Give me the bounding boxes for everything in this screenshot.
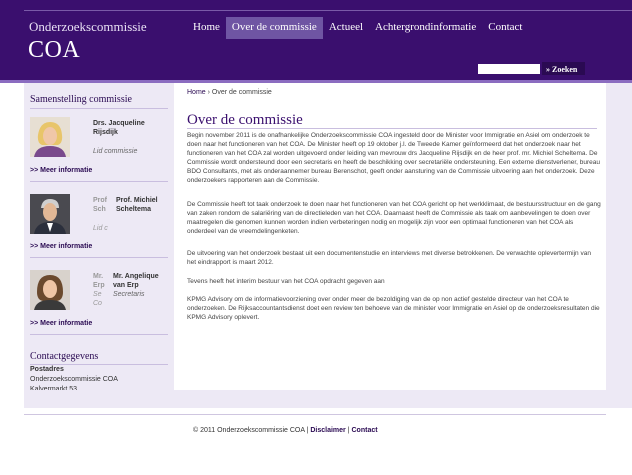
member-role: Secretaris — [113, 291, 145, 298]
search-input[interactable] — [478, 64, 540, 74]
member-name-line2[interactable]: Rijsdijk — [93, 129, 118, 136]
member-photo-rijsdijk — [30, 117, 70, 157]
breadcrumb-home[interactable]: Home — [187, 89, 206, 96]
search-button[interactable]: » Zoeken — [542, 62, 585, 75]
footer-separator: | — [304, 427, 311, 434]
member-name-line1[interactable]: Drs. Jacqueline — [93, 120, 145, 127]
title-rule — [187, 128, 597, 129]
member-name-line2[interactable]: van Erp — [113, 282, 139, 289]
member-ghost-line2: Erp — [93, 282, 105, 289]
sidebar-heading: Samenstelling commissie — [30, 94, 132, 105]
breadcrumb — [187, 89, 272, 96]
member-ghost-role: Se — [93, 291, 102, 298]
paragraph-kpmg: KPMG Advisory om de informatievoorziening over onder meer de bezoldiging van de op non actief gestelde directeur van het COA te onderzoeken. De Rijksaccountantsdienst doet een review ten behoeve van de minister voor Immigratie en Asiel op de onderzoeksresultaten die KPMG Advisory oplevert. — [187, 296, 600, 321]
member-ghost-role: Co — [93, 300, 102, 307]
paragraph-uitvoering: De uitvoering van het onderzoek bestaat uit een documentenstudie en interviews met diverse betrokkenen. De verwachte oplevertermijn van het eindrapport is maart 2012. — [187, 250, 591, 266]
member-ghost-line1: Mr. — [93, 273, 104, 280]
contact-organisation: Onderzoekscommissie COA — [30, 376, 118, 383]
member-role: Lid commissie — [93, 148, 138, 155]
contact-postadres-label: Postadres — [30, 366, 64, 373]
member-photo-van-erp — [30, 270, 70, 310]
paragraph-taak: De Commissie heeft tot taak onderzoek te doen naar het functioneren van het COA gericht op het werkklimaat, de bestuursstructuur en de gang van zaken rondom de salariëring van de directieleden van het COA. Daarnaast heeft de Commissie als taak om aanbevelingen te doen over maatregelen die genomen kunnen worden indien verbeteringen nodig en mogelijk zijn voor een optimaal functioneren van het COA als onderdeel van de vreemdelingenketen. — [187, 201, 601, 235]
member-name-line1[interactable]: Prof. Michiel — [116, 197, 158, 204]
sidebar — [24, 83, 174, 408]
more-info-link[interactable]: >> Meer informatie — [30, 320, 93, 327]
sidebar-divider — [30, 257, 168, 258]
footer-copyright: © 2011 Onderzoekscommissie COA — [193, 427, 305, 434]
paragraph-intro: Begin november 2011 is de onafhankelijke Onderzoekscommissie COA ingesteld door de Minister voor Immigratie en Asiel om onderzoek te doen naar het functioneren van het COA. De Minister heeft op 19 oktober j.l. de Tweede Kamer geïnformeerd dat het onderzoek naar het functioneren van het COA zal worden uitgevoerd onder leiding van mevrouw drs Jacqueline Rijsdijk en de heer prof. mr. Michiel Scheltema. De Commissie wordt ondersteund door een secretaris en heeft de beschikking over secretariële ondersteuning. Een externe dienstverlener, bureau BDO Consultants, met als onderaannemer bureau Berenschot, geeft onder aansturing van de Commissie uitvoering aan het onderzoek. Deze onderzoekers rapporteren aan de Commissie. — [187, 132, 600, 184]
sidebar-heading-rule — [30, 108, 168, 109]
brand-logo-coa[interactable]: COA — [28, 37, 81, 63]
member-ghost-role: Lid c — [93, 225, 108, 232]
more-info-link[interactable]: >> Meer informatie — [30, 243, 93, 250]
member-name-line1[interactable]: Mr. Angelique — [113, 273, 159, 280]
main-content — [175, 83, 606, 390]
contact-rule — [30, 364, 168, 365]
member-name-line2[interactable]: Scheltema — [116, 206, 152, 213]
sidebar-divider — [30, 181, 168, 182]
member-ghost-line1: Prof — [93, 197, 107, 204]
sidebar-divider — [30, 334, 168, 335]
page-title: Over de commissie — [187, 112, 303, 128]
member-ghost-line2: Sch — [93, 206, 106, 213]
nav-achtergrondinformatie[interactable]: Achtergrondinformatie — [375, 21, 477, 33]
nav-over-de-commissie[interactable]: Over de commissie — [226, 17, 323, 39]
nav-contact[interactable]: Contact — [488, 21, 523, 33]
paragraph-interim: Tevens heeft het interim bestuur van het COA opdracht gegeven aan — [187, 278, 385, 285]
nav-home[interactable]: Home — [193, 21, 220, 33]
content-bottom-band — [24, 390, 606, 408]
breadcrumb-current: Over de commissie — [211, 89, 272, 96]
footer — [193, 427, 378, 434]
main-nav — [187, 17, 528, 39]
footer-disclaimer-link[interactable]: Disclaimer — [310, 427, 346, 434]
footer-contact-link[interactable]: Contact — [351, 427, 378, 434]
breadcrumb-separator: › — [205, 89, 212, 96]
footer-rule — [24, 414, 606, 415]
member-photo-scheltema — [30, 194, 70, 234]
site-header — [0, 0, 632, 80]
right-gutter — [606, 83, 632, 408]
brand-name[interactable]: Onderzoekscommissie — [29, 19, 147, 34]
contact-heading: Contactgegevens — [30, 351, 99, 362]
more-info-link[interactable]: >> Meer informatie — [30, 167, 93, 174]
footer-separator: | — [345, 427, 352, 434]
header-top-rule — [24, 10, 632, 11]
nav-actueel[interactable]: Actueel — [328, 21, 364, 33]
